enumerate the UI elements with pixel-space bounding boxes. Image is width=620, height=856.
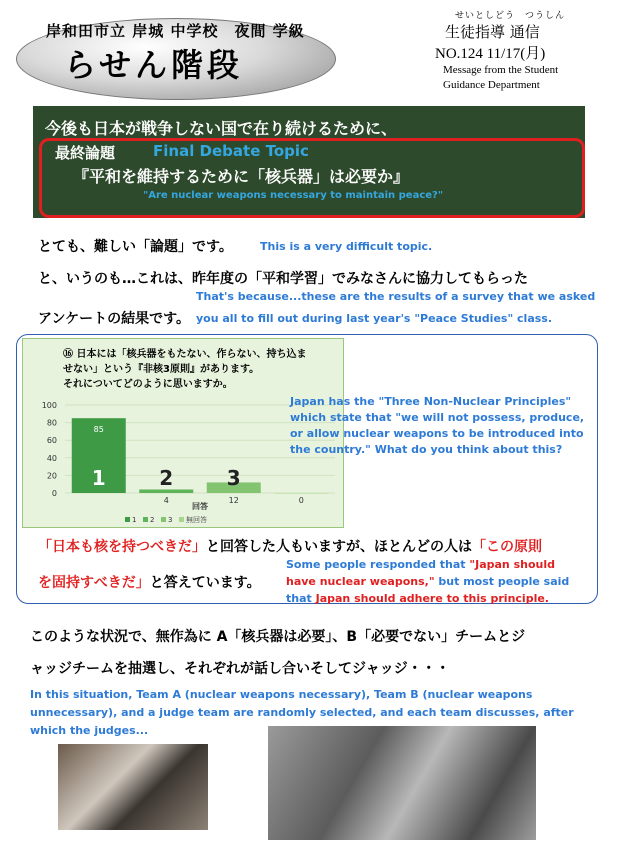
- issue-number: NO.124 11/17(月): [435, 46, 546, 62]
- big-category-label: 2: [159, 466, 174, 490]
- intro-jp3: アンケートの結果です。: [38, 311, 191, 327]
- survey-result-line2: を固持すべきだ」と答えています。: [38, 575, 261, 591]
- legend-swatch: [125, 517, 130, 522]
- legend-label: 1: [132, 516, 137, 524]
- y-tick-label: 40: [46, 453, 57, 463]
- survey-question-en: Japan has the "Three Non-Nuclear Principles" which state that "we will not possess, produce, or allow nuclear weapons to be introduced into the country." What do you think about this?: [290, 395, 585, 456]
- legend-label: 3: [168, 516, 173, 524]
- legend-swatch: [143, 517, 148, 522]
- y-tick-label: 60: [46, 436, 57, 446]
- closing-en: In this situation, Team A (nuclear weapons necessary), Team B (nuclear weapons unnecessary), and a judge team are randomly selected, and each team discusses, after which the judges...: [30, 688, 574, 737]
- department-ruby: せいとしどう つうしん: [455, 11, 566, 21]
- data-label: 4: [163, 496, 169, 505]
- big-category-label: 1: [91, 466, 106, 490]
- survey-result-line1: 「日本も核を持つべきだ」と回答した人もいますが、ほとんどの人は「この原則: [38, 539, 542, 555]
- data-label: 0: [298, 496, 304, 505]
- legend-swatch: [161, 517, 166, 522]
- photo-students-discussion: [268, 726, 536, 840]
- legend-swatch: [179, 517, 184, 522]
- closing-jp1: このような状況で、無作為に A「核兵器は必要」、B「必要でない」チームとジ: [30, 629, 526, 645]
- department-message: Message from the Student Guidance Department: [443, 64, 559, 91]
- closing-jp2: ャッジチームを抽選し、それぞれが話し合いそしてジャッジ・・・: [30, 661, 450, 677]
- y-tick-label: 100: [41, 401, 57, 410]
- x-axis-label: 回答: [192, 502, 208, 511]
- board-question-en: "Are nuclear weapons necessary to maintain peace?": [143, 190, 444, 201]
- newsletter-title: らせん階段: [64, 46, 244, 84]
- data-label: 85: [93, 425, 104, 435]
- survey-result-en: Some people responded that "Japan should have nuclear weapons," but most people said that Japan should adhere to this principle.: [286, 558, 570, 605]
- bar-無回答: [274, 493, 328, 494]
- masthead: [16, 10, 334, 100]
- intro-en1: This is a very difficult topic.: [260, 240, 433, 253]
- intro-en3: you all to fill out during last year's "Peace Studies" class.: [196, 312, 553, 325]
- intro-en2: That's because...these are the results of a survey that we asked: [196, 290, 596, 303]
- board-line1: 今後も日本が戦争しない国で在り続けるために、: [45, 119, 398, 138]
- intro-jp1: とても、難しい「論題」です。: [38, 239, 233, 255]
- debate-topic-board: [33, 106, 585, 218]
- survey-question: ⑯ 日本には「核兵器をもたない、作らない、持ち込ま せない」という『非核3原則』があります。 それについてどのように思いますか。: [63, 349, 307, 390]
- department-header: [415, 8, 615, 93]
- board-question-jp: 『平和を維持するために「核兵器」は必要か』: [73, 167, 410, 186]
- school-name: 岸和田市立 岸城 中学校 夜間 学級: [46, 22, 305, 40]
- intro-jp2: と、いうのも…これは、昨年度の「平和学習」でみなさんに協力してもらった: [38, 271, 528, 287]
- y-tick-label: 0: [51, 489, 57, 498]
- department-name: 生徒指導 通信: [445, 23, 540, 41]
- y-tick-label: 80: [46, 418, 57, 428]
- legend-label: 2: [150, 516, 155, 524]
- data-label: 12: [228, 496, 239, 505]
- y-tick-label: 20: [46, 471, 57, 481]
- board-label-en: Final Debate Topic: [153, 142, 309, 160]
- board-label-jp: 最終論題: [55, 144, 116, 162]
- legend-label: 無回答: [186, 516, 207, 524]
- big-category-label: 3: [226, 466, 241, 490]
- photo-students-writing: [58, 744, 208, 830]
- bar-2: [139, 489, 193, 493]
